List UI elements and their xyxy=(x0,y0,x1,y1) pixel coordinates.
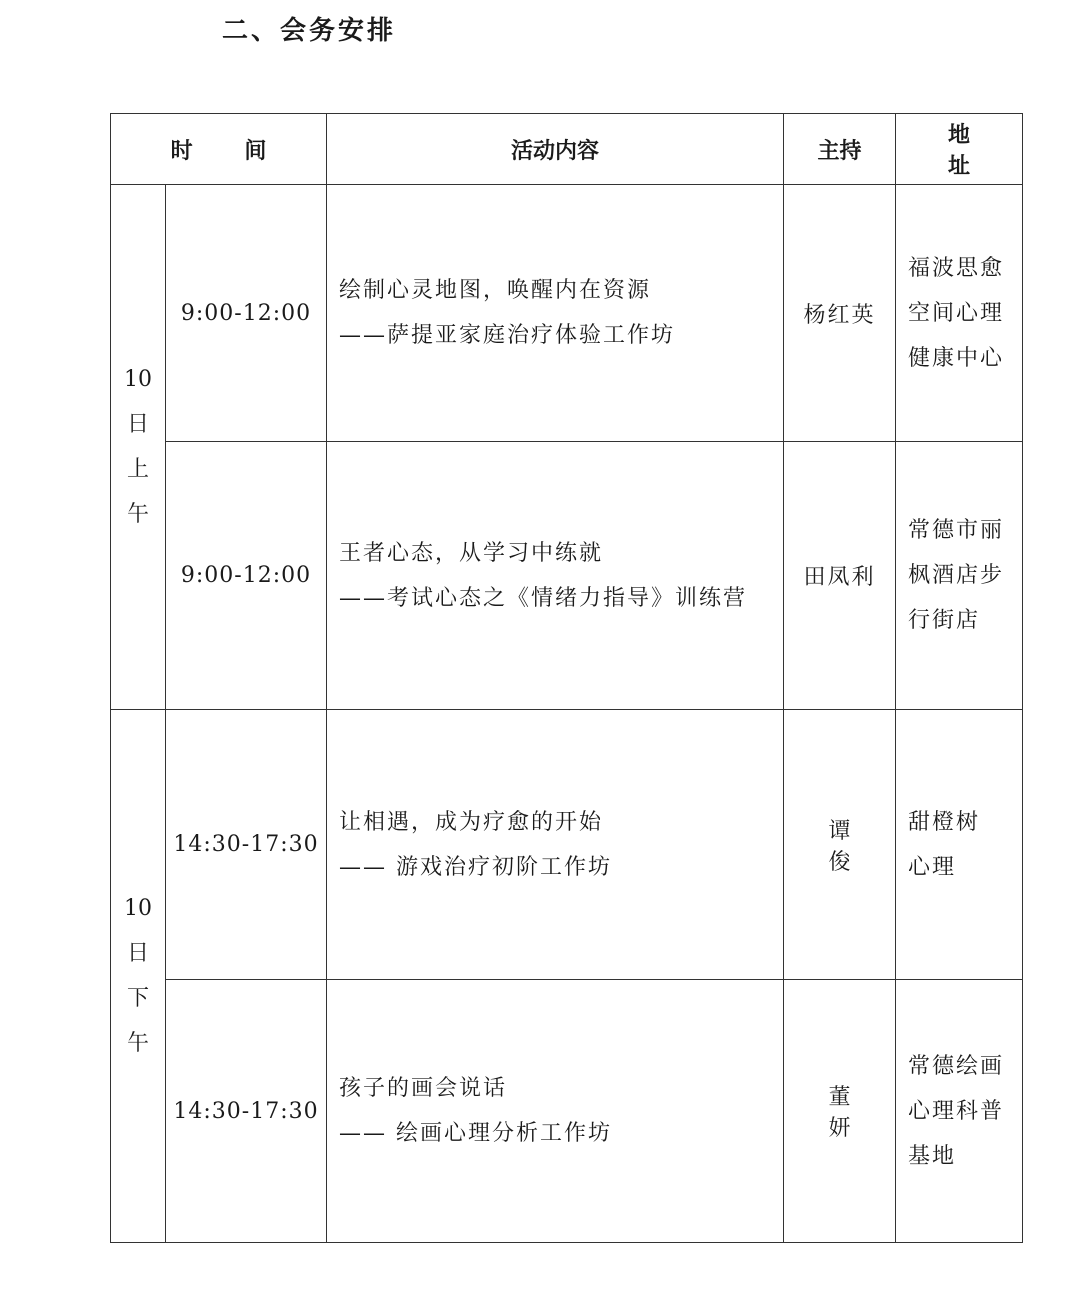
content-cell xyxy=(327,442,784,710)
address-line: 常德绘画 xyxy=(908,1053,1005,1079)
header-time: 时 间 xyxy=(111,114,327,185)
day-label-morning xyxy=(111,185,166,710)
address-cell xyxy=(896,185,1023,442)
table-row xyxy=(111,185,1023,442)
address-line: 甜橙树 xyxy=(908,809,981,835)
host-cell: 董 妍 xyxy=(784,980,896,1243)
header-address: 地 址 xyxy=(896,114,1023,185)
address-line: 心理科普 xyxy=(908,1098,1005,1124)
day-label-part: 午 xyxy=(126,1031,149,1056)
content-subtitle: ——萨提亚家庭治疗体验工作坊 xyxy=(339,323,676,348)
content-title: 让相遇，成为疗愈的开始 xyxy=(339,809,604,835)
address-line: 福波思愈 xyxy=(908,255,1005,281)
table-row xyxy=(111,710,1023,980)
address-line: 行街店 xyxy=(908,608,981,633)
table-row xyxy=(111,442,1023,710)
content-title: 孩子的画会说话 xyxy=(339,1076,508,1101)
day-label-part: 日 xyxy=(126,941,149,966)
address-line: 健康中心 xyxy=(908,345,1005,371)
host-cell: 杨红英 xyxy=(784,185,896,442)
address-cell xyxy=(896,980,1023,1243)
time-cell: 9:00-12:00 xyxy=(166,185,327,442)
time-cell: 9:00-12:00 xyxy=(166,442,327,710)
header-host: 主持 xyxy=(784,114,896,185)
day-label-afternoon xyxy=(111,710,166,1243)
content-title: 绘制心灵地图，唤醒内在资源 xyxy=(339,278,652,303)
header-content: 活动内容 xyxy=(327,114,784,185)
address-line: 空间心理 xyxy=(908,300,1005,326)
day-label-part: 上 xyxy=(126,457,149,482)
address-cell xyxy=(896,442,1023,710)
day-label-part: 10 xyxy=(124,367,152,392)
content-cell xyxy=(327,980,784,1243)
content-title: 王者心态，从学习中练就 xyxy=(339,540,604,566)
host-cell: 田凤利 xyxy=(784,442,896,710)
content-cell xyxy=(327,710,784,980)
header-row xyxy=(111,114,1023,185)
host-cell: 谭 俊 xyxy=(784,710,896,980)
section-title: 二、会务安排 xyxy=(222,16,397,46)
day-label-part: 午 xyxy=(126,502,149,527)
time-cell: 14:30-17:30 xyxy=(166,710,327,980)
address-line: 基地 xyxy=(908,1143,957,1169)
day-label-part: 下 xyxy=(126,986,149,1011)
address-line: 常德市丽 xyxy=(908,518,1005,543)
content-cell xyxy=(327,185,784,442)
table-row xyxy=(111,980,1023,1243)
schedule-table xyxy=(110,113,1023,1243)
day-label-part: 10 xyxy=(124,896,152,921)
time-cell: 14:30-17:30 xyxy=(166,980,327,1243)
address-line: 心理 xyxy=(908,854,957,880)
address-cell xyxy=(896,710,1023,980)
content-subtitle: —— 游戏治疗初阶工作坊 xyxy=(339,854,613,880)
content-subtitle: —— 绘画心理分析工作坊 xyxy=(339,1121,613,1146)
day-label-part: 日 xyxy=(126,412,149,437)
content-subtitle: ——考试心态之《情绪力指导》训练营 xyxy=(339,585,748,611)
address-line: 枫酒店步 xyxy=(908,563,1005,588)
